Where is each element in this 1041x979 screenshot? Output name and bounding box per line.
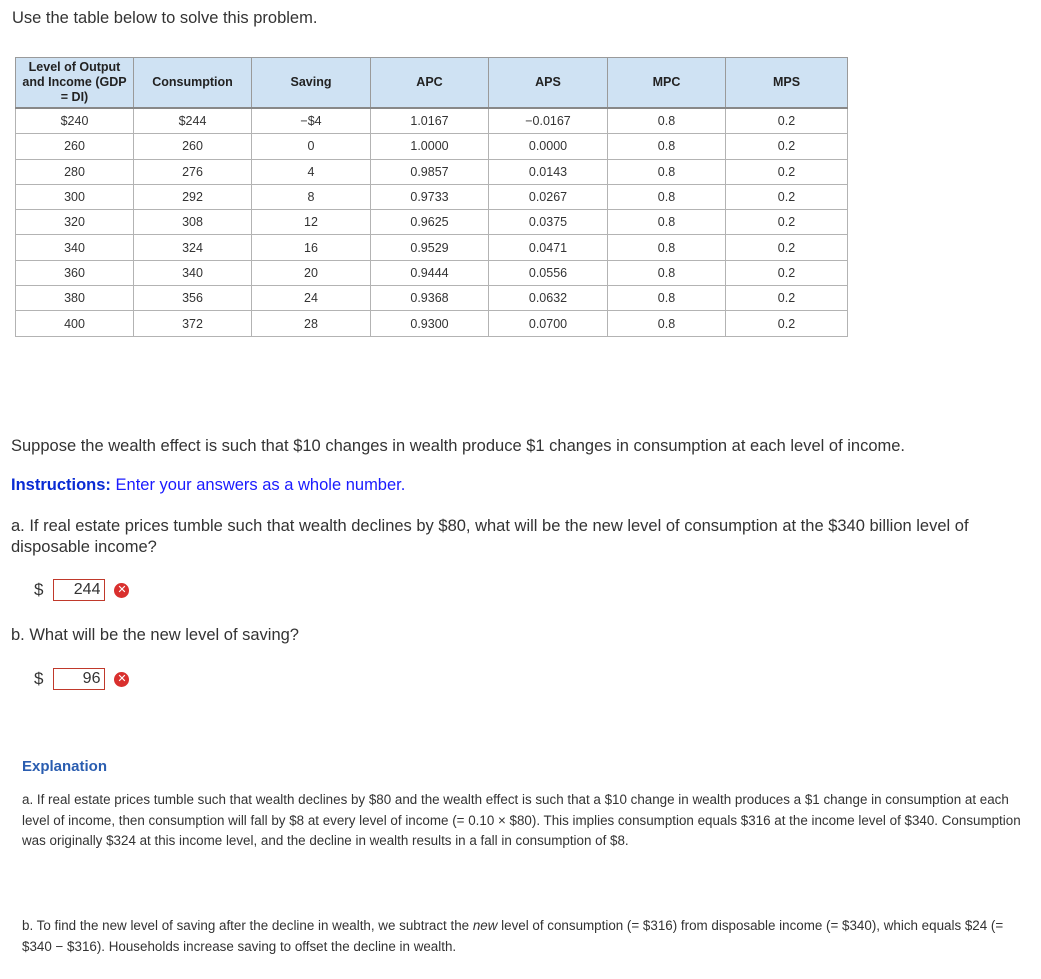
cell-output-income: 300: [16, 184, 134, 209]
question-b: b. What will be the new level of saving?: [11, 626, 299, 644]
cell-saving: 28: [252, 311, 371, 336]
cell-saving: 12: [252, 210, 371, 235]
wealth-effect-text: Suppose the wealth effect is such that $10 changes in wealth produce $1 changes in consumption at each level of income.: [11, 437, 906, 455]
cell-mps: 0.2: [726, 210, 848, 235]
intro-text: Use the table below to solve this problem.: [12, 9, 318, 27]
cell-saving: 0: [252, 134, 371, 159]
cell-aps: 0.0143: [489, 159, 608, 184]
cell-saving: 8: [252, 184, 371, 209]
question-a: a. If real estate prices tumble such that wealth declines by $80, what will be the new level of consumption at the $340 billion level of disposable income?: [11, 517, 969, 556]
table-row: [16, 260, 848, 285]
explanation-part-a: a. If real estate prices tumble such that wealth declines by $80 and the wealth effect is such that a $10 change in wealth produces a $1 change in consumption at each level of income, then consumption will fall by $8 at every level of income (= 0.10 × $80). This implies consumption equals $316 at the income level of $340. Consumption was originally $324 at this income level, and the decline in wealth results in a fall in consumption of $8.: [22, 792, 1021, 848]
cell-mps: 0.2: [726, 260, 848, 285]
cell-consumption: 324: [134, 235, 252, 260]
cell-consumption: 356: [134, 286, 252, 311]
cell-apc: 0.9857: [371, 159, 489, 184]
cell-apc: 0.9300: [371, 311, 489, 336]
cell-consumption: 308: [134, 210, 252, 235]
cell-mps: 0.2: [726, 134, 848, 159]
cell-output-income: 260: [16, 134, 134, 159]
table-row: [16, 134, 848, 159]
cell-output-income: 280: [16, 159, 134, 184]
cell-apc: 0.9368: [371, 286, 489, 311]
cell-output-income: $240: [16, 108, 134, 134]
header-consumption: Consumption: [134, 58, 252, 109]
cell-aps: 0.0375: [489, 210, 608, 235]
instructions-label: Instructions:: [11, 476, 111, 494]
cell-consumption: $244: [134, 108, 252, 134]
incorrect-x-icon: ✕: [114, 583, 129, 598]
cell-aps: 0.0556: [489, 260, 608, 285]
table-row: [16, 210, 848, 235]
cell-mpc: 0.8: [608, 210, 726, 235]
cell-aps: 0.0267: [489, 184, 608, 209]
explanation-part-b-post: level of consumption (= $316) from disposable income (= $340), which equals $24 (= $340 − $316). Households increase saving to offset the decline in wealth.: [22, 918, 1004, 954]
cell-mps: 0.2: [726, 108, 848, 134]
cell-apc: 0.9733: [371, 184, 489, 209]
instructions: [11, 476, 405, 495]
table-row: [16, 159, 848, 184]
cell-mpc: 0.8: [608, 286, 726, 311]
instructions-text: Enter your answers as a whole number.: [115, 476, 406, 494]
table-header-row: [16, 58, 848, 109]
cell-output-income: 400: [16, 311, 134, 336]
cell-mps: 0.2: [726, 235, 848, 260]
cell-saving: 16: [252, 235, 371, 260]
cell-output-income: 380: [16, 286, 134, 311]
cell-output-income: 360: [16, 260, 134, 285]
cell-apc: 1.0000: [371, 134, 489, 159]
cell-apc: 0.9444: [371, 260, 489, 285]
data-table: [15, 57, 848, 337]
cell-output-income: 340: [16, 235, 134, 260]
cell-consumption: 340: [134, 260, 252, 285]
incorrect-x-icon: ✕: [114, 672, 129, 687]
cell-apc: 1.0167: [371, 108, 489, 134]
cell-mpc: 0.8: [608, 159, 726, 184]
cell-mps: 0.2: [726, 184, 848, 209]
cell-aps: −0.0167: [489, 108, 608, 134]
answer-a-input[interactable]: [53, 579, 105, 601]
header-apc: APC: [371, 58, 489, 109]
cell-aps: 0.0700: [489, 311, 608, 336]
explanation-title: Explanation: [22, 758, 108, 775]
cell-saving: −$4: [252, 108, 371, 134]
header-mpc: MPC: [608, 58, 726, 109]
cell-aps: 0.0632: [489, 286, 608, 311]
cell-output-income: 320: [16, 210, 134, 235]
answer-a-currency: $: [34, 580, 44, 599]
cell-saving: 24: [252, 286, 371, 311]
header-saving: Saving: [252, 58, 371, 109]
answer-a-row: [34, 579, 129, 601]
answer-b-row: [34, 668, 129, 690]
cell-consumption: 372: [134, 311, 252, 336]
explanation-part-b: [22, 916, 1032, 957]
table-row: [16, 235, 848, 260]
cell-apc: 0.9625: [371, 210, 489, 235]
explanation-part-b-pre: b. To find the new level of saving after the decline in wealth, we subtract the: [22, 918, 473, 933]
cell-consumption: 292: [134, 184, 252, 209]
cell-mpc: 0.8: [608, 108, 726, 134]
cell-mps: 0.2: [726, 159, 848, 184]
header-aps: APS: [489, 58, 608, 109]
cell-mpc: 0.8: [608, 260, 726, 285]
cell-mpc: 0.8: [608, 134, 726, 159]
cell-mpc: 0.8: [608, 311, 726, 336]
cell-aps: 0.0000: [489, 134, 608, 159]
cell-saving: 4: [252, 159, 371, 184]
cell-consumption: 276: [134, 159, 252, 184]
cell-apc: 0.9529: [371, 235, 489, 260]
header-mps: MPS: [726, 58, 848, 109]
answer-b-input[interactable]: [53, 668, 105, 690]
header-output-income: Level of Output and Income (GDP = DI): [16, 58, 134, 109]
cell-consumption: 260: [134, 134, 252, 159]
cell-aps: 0.0471: [489, 235, 608, 260]
table-row: [16, 184, 848, 209]
explanation-part-b-em: new: [472, 918, 498, 933]
table-row: [16, 286, 848, 311]
cell-mpc: 0.8: [608, 235, 726, 260]
cell-mps: 0.2: [726, 286, 848, 311]
cell-mps: 0.2: [726, 311, 848, 336]
table-row: [16, 311, 848, 336]
cell-saving: 20: [252, 260, 371, 285]
table-row: [16, 108, 848, 134]
answer-b-currency: $: [34, 669, 44, 688]
cell-mpc: 0.8: [608, 184, 726, 209]
